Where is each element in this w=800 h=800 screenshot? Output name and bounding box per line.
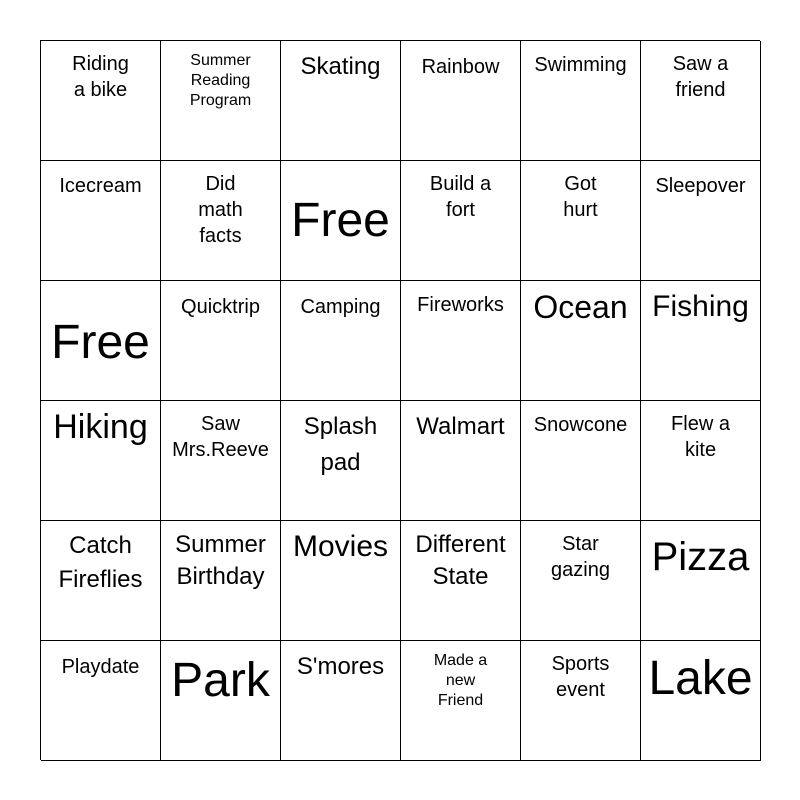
bingo-cell-text: Hiking [53, 408, 148, 446]
bingo-cell-r3-c5[interactable] [641, 401, 761, 521]
bingo-cell-r5-c1[interactable] [161, 641, 281, 761]
bingo-cell-r3-c0[interactable] [41, 401, 161, 521]
bingo-cell-text: Sports event [551, 653, 610, 701]
bingo-cell-text: Quicktrip [181, 296, 260, 318]
bingo-cell-r2-c3[interactable] [401, 281, 521, 401]
bingo-cell-r1-c3[interactable] [401, 161, 521, 281]
bingo-cell-text: Fireworks [417, 294, 504, 316]
bingo-cell-r2-c4[interactable] [521, 281, 641, 401]
bingo-cell-text: Swimming [534, 54, 627, 76]
bingo-cell-r0-c5[interactable] [641, 41, 761, 161]
bingo-cell-r5-c4[interactable] [521, 641, 641, 761]
bingo-cell-text: Splash pad [303, 413, 378, 476]
bingo-cell-r2-c0[interactable] [41, 281, 161, 401]
bingo-cell-text: Saw Mrs.Reeve [172, 413, 269, 461]
bingo-cell-text: Rainbow [421, 56, 500, 78]
bingo-cell-r0-c0[interactable] [41, 41, 161, 161]
bingo-cell-text: Summer Birthday [175, 531, 266, 590]
bingo-cell-r0-c1[interactable] [161, 41, 281, 161]
bingo-cell-text: Free [51, 316, 150, 369]
bingo-cell-text: Pizza [651, 535, 750, 579]
bingo-cell-r1-c2[interactable] [281, 161, 401, 281]
bingo-cell-r3-c1[interactable] [161, 401, 281, 521]
bingo-cell-text: Ocean [533, 289, 628, 325]
bingo-cell-r4-c4[interactable] [521, 521, 641, 641]
bingo-cell-text: Movies [292, 530, 389, 563]
bingo-cell-text: Skating [300, 53, 381, 80]
bingo-cell-r2-c5[interactable] [641, 281, 761, 401]
bingo-cell-text: Saw a friend [672, 53, 729, 101]
bingo-cell-r4-c0[interactable] [41, 521, 161, 641]
bingo-cell-text: Catch Fireflies [58, 532, 143, 593]
bingo-cell-r1-c0[interactable] [41, 161, 161, 281]
bingo-cell-text: Made a new Friend [433, 652, 488, 709]
bingo-cell-text: Lake [648, 652, 753, 705]
bingo-cell-r4-c1[interactable] [161, 521, 281, 641]
bingo-cell-text: Icecream [59, 175, 142, 197]
bingo-cell-r5-c3[interactable] [401, 641, 521, 761]
bingo-cell-r4-c2[interactable] [281, 521, 401, 641]
bingo-cell-text: S'mores [296, 653, 385, 680]
bingo-cell-r1-c5[interactable] [641, 161, 761, 281]
bingo-cell-text: Build a fort [429, 173, 492, 221]
bingo-cell-r4-c5[interactable] [641, 521, 761, 641]
bingo-cell-r2-c1[interactable] [161, 281, 281, 401]
bingo-cell-text: Camping [300, 296, 381, 318]
bingo-cell-text: Flew a kite [671, 413, 730, 461]
bingo-cell-text: Star gazing [551, 533, 610, 581]
bingo-cell-r1-c1[interactable] [161, 161, 281, 281]
bingo-cell-text: Different State [415, 531, 506, 590]
bingo-cell-text: Park [171, 654, 270, 707]
bingo-cell-r3-c2[interactable] [281, 401, 401, 521]
bingo-cell-r5-c2[interactable] [281, 641, 401, 761]
bingo-cell-text: Got hurt [563, 173, 598, 221]
bingo-cell-r1-c4[interactable] [521, 161, 641, 281]
bingo-cell-text: Walmart [416, 413, 505, 440]
bingo-board [40, 40, 760, 760]
bingo-cell-r3-c4[interactable] [521, 401, 641, 521]
bingo-cell-r2-c2[interactable] [281, 281, 401, 401]
bingo-cell-r4-c3[interactable] [401, 521, 521, 641]
bingo-cell-r0-c2[interactable] [281, 41, 401, 161]
bingo-cell-text: Riding a bike [72, 53, 129, 101]
bingo-cell-r0-c4[interactable] [521, 41, 641, 161]
bingo-cell-text: Playdate [61, 656, 140, 678]
bingo-cell-r5-c0[interactable] [41, 641, 161, 761]
bingo-cell-text: Did math facts [198, 173, 243, 247]
bingo-cell-text: Free [291, 194, 390, 247]
bingo-cell-r3-c3[interactable] [401, 401, 521, 521]
bingo-cell-text: Fishing [652, 290, 749, 323]
bingo-cell-r5-c5[interactable] [641, 641, 761, 761]
bingo-cell-text: Sleepover [655, 175, 746, 197]
bingo-cell-r0-c3[interactable] [401, 41, 521, 161]
bingo-cell-text: Snowcone [533, 414, 628, 436]
bingo-cell-text: Summer Reading Program [189, 52, 252, 109]
